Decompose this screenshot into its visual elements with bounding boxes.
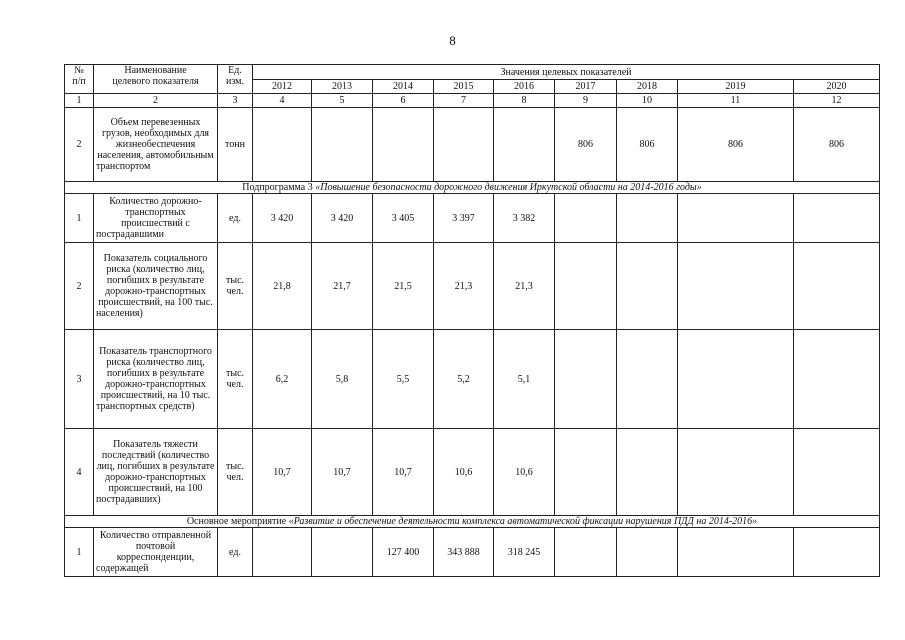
value-cell: 21,7 — [312, 243, 373, 330]
value-cell — [312, 108, 373, 182]
unit: ед. — [218, 528, 253, 577]
value-cell: 806 — [555, 108, 617, 182]
column-number: 12 — [794, 94, 880, 108]
value-cell: 21,5 — [373, 243, 434, 330]
row-number: 1 — [65, 194, 94, 243]
value-cell — [678, 243, 794, 330]
value-cell: 21,3 — [434, 243, 494, 330]
unit: тыс. чел. — [218, 243, 253, 330]
value-cell — [555, 243, 617, 330]
indicator-name: Количество дорожно-транспортных происшествий с пострадавшими — [94, 194, 218, 243]
unit: ед. — [218, 194, 253, 243]
value-cell: 343 888 — [434, 528, 494, 577]
value-cell: 5,2 — [434, 330, 494, 429]
section-prefix: Основное мероприятие — [186, 516, 289, 527]
section-title — [65, 182, 880, 194]
header-values: Значения целевых показателей — [253, 65, 880, 80]
row-number: 1 — [65, 528, 94, 577]
year-header: 2012 — [253, 80, 312, 94]
value-cell: 127 400 — [373, 528, 434, 577]
value-cell — [678, 429, 794, 516]
value-cell — [794, 194, 880, 243]
value-cell — [794, 243, 880, 330]
year-header: 2015 — [434, 80, 494, 94]
section-title — [65, 516, 880, 528]
value-cell — [253, 108, 312, 182]
section-row — [65, 516, 880, 528]
table-row — [65, 528, 880, 577]
value-cell — [794, 528, 880, 577]
indicator-name: Показатель тяжести последствий (количество лиц, погибших в результате дорожно-транспортных происшествий, на 100 пострадавших) — [94, 429, 218, 516]
unit: тыс. чел. — [218, 429, 253, 516]
value-cell: 10,6 — [494, 429, 555, 516]
value-cell — [794, 330, 880, 429]
column-number: 11 — [678, 94, 794, 108]
column-numbers-row — [65, 94, 880, 108]
value-cell — [617, 194, 678, 243]
value-cell — [494, 108, 555, 182]
value-cell: 5,5 — [373, 330, 434, 429]
column-number: 9 — [555, 94, 617, 108]
value-cell — [434, 108, 494, 182]
section-row — [65, 182, 880, 194]
column-number: 6 — [373, 94, 434, 108]
column-number: 2 — [94, 94, 218, 108]
value-cell: 10,6 — [434, 429, 494, 516]
year-header: 2018 — [617, 80, 678, 94]
value-cell: 3 405 — [373, 194, 434, 243]
section-name: «Повышение безопасности дорожного движения Иркутской области на 2014-2016 годы» — [315, 182, 702, 193]
value-cell — [617, 243, 678, 330]
row-number: 3 — [65, 330, 94, 429]
value-cell: 806 — [678, 108, 794, 182]
indicator-name: Показатель социального риска (количество лиц, погибших в результате дорожно-транспортных происшествий, на 100 тыс. населения) — [94, 243, 218, 330]
value-cell — [555, 429, 617, 516]
indicator-name: Объем перевезенных грузов, необходимых для жизнеобеспечения населения, автомобильным транспортом — [94, 108, 218, 182]
value-cell — [617, 330, 678, 429]
value-cell: 21,8 — [253, 243, 312, 330]
section-name: «Развитие и обеспечение деятельности комплекса автоматической фиксации нарушения ПДД на 2014-2016» — [288, 516, 758, 527]
value-cell: 10,7 — [373, 429, 434, 516]
indicator-name: Количество отправленной почтовой корреспонденции, содержащей — [94, 528, 218, 577]
value-cell: 806 — [617, 108, 678, 182]
column-number: 1 — [65, 94, 94, 108]
value-cell — [555, 330, 617, 429]
value-cell: 3 420 — [312, 194, 373, 243]
year-header: 2017 — [555, 80, 617, 94]
table-row — [65, 330, 880, 429]
year-header: 2014 — [373, 80, 434, 94]
table-row — [65, 194, 880, 243]
header-name: Наименование целевого показателя — [94, 65, 218, 94]
value-cell: 10,7 — [253, 429, 312, 516]
column-number: 5 — [312, 94, 373, 108]
unit: тыс. чел. — [218, 330, 253, 429]
row-number: 4 — [65, 429, 94, 516]
value-cell — [617, 429, 678, 516]
column-number: 10 — [617, 94, 678, 108]
value-cell: 3 420 — [253, 194, 312, 243]
value-cell: 10,7 — [312, 429, 373, 516]
unit: тонн — [218, 108, 253, 182]
value-cell — [253, 528, 312, 577]
row-number: 2 — [65, 108, 94, 182]
value-cell — [555, 194, 617, 243]
value-cell: 3 397 — [434, 194, 494, 243]
header-number: № п/п — [65, 65, 94, 94]
year-header: 2019 — [678, 80, 794, 94]
table-row — [65, 108, 880, 182]
section-prefix: Подпрограмма 3 — [242, 182, 316, 193]
header-row — [65, 65, 880, 80]
value-cell — [678, 194, 794, 243]
value-cell — [794, 429, 880, 516]
indicator-name: Показатель транспортного риска (количество лиц, погибших в результате дорожно-транспортных происшествий, на 10 тыс. транспортных средств) — [94, 330, 218, 429]
column-number: 7 — [434, 94, 494, 108]
year-header: 2016 — [494, 80, 555, 94]
value-cell: 6,2 — [253, 330, 312, 429]
value-cell: 318 245 — [494, 528, 555, 577]
value-cell: 3 382 — [494, 194, 555, 243]
year-header: 2013 — [312, 80, 373, 94]
table-row — [65, 243, 880, 330]
table-row — [65, 429, 880, 516]
header-unit: Ед. изм. — [218, 65, 253, 94]
year-header: 2020 — [794, 80, 880, 94]
row-number: 2 — [65, 243, 94, 330]
target-indicators-table — [64, 64, 880, 577]
column-number: 4 — [253, 94, 312, 108]
value-cell — [678, 528, 794, 577]
column-number: 3 — [218, 94, 253, 108]
value-cell — [678, 330, 794, 429]
value-cell — [617, 528, 678, 577]
column-number: 8 — [494, 94, 555, 108]
page-number: 8 — [449, 33, 456, 48]
value-cell: 5,8 — [312, 330, 373, 429]
value-cell: 5,1 — [494, 330, 555, 429]
value-cell: 806 — [794, 108, 880, 182]
value-cell: 21,3 — [494, 243, 555, 330]
value-cell — [373, 108, 434, 182]
value-cell — [555, 528, 617, 577]
value-cell — [312, 528, 373, 577]
